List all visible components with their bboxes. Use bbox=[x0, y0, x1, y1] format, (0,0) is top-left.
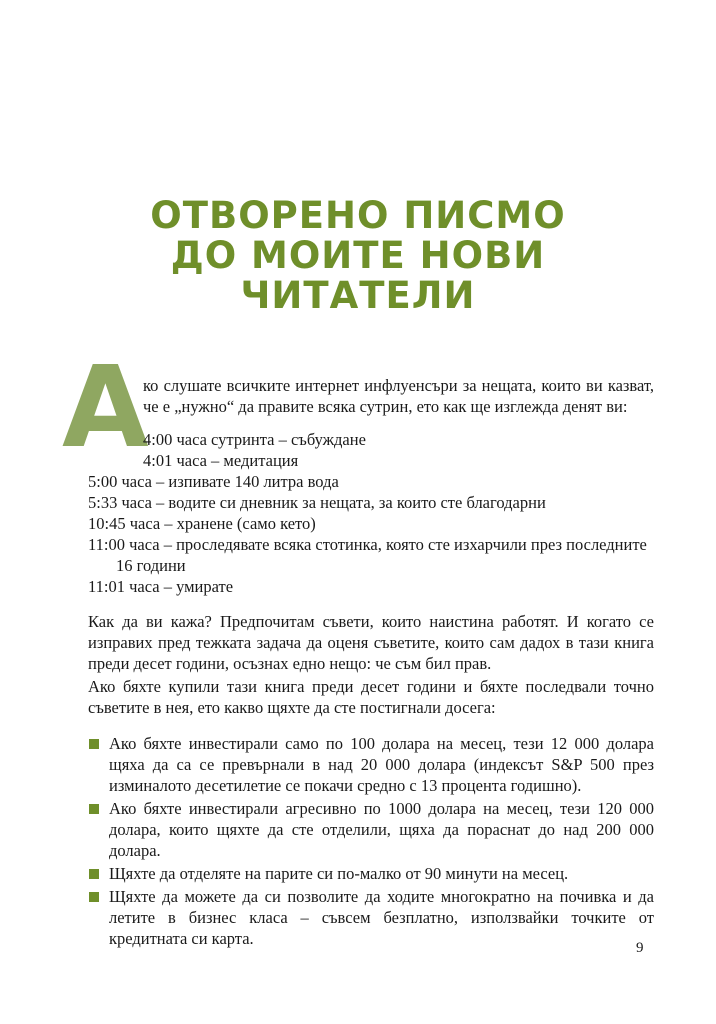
bullet-text: Ако бяхте инвестирали само по 100 долара на месец, тези 12 000 долара щяха да са се превърнали в над 20 000 долара (индексът S&P 500 през изминалото десетилетие се покачи средно с 13 процента годишно). bbox=[109, 734, 654, 795]
drop-cap: А bbox=[62, 343, 149, 473]
paragraph-results: Ако бяхте купили тази книга преди десет години и бяхте последвали точно съветите в нея, ето какво щяхте да сте постигнали досега: bbox=[88, 677, 654, 717]
schedule-line: 16 години bbox=[116, 556, 186, 575]
square-bullet-icon bbox=[89, 739, 99, 749]
page-number: 9 bbox=[636, 940, 644, 956]
square-bullet-icon bbox=[89, 869, 99, 879]
bullet-text: Щяхте да отделяте на парите си по-малко от 90 минути на месец. bbox=[109, 864, 569, 883]
bullet-text: Ако бяхте инвестирали агресивно по 1000 долара на месец, тези 120 000 долара, които щяхте да сте отделили, щяха да пораснат до над 200 000 долара. bbox=[109, 799, 654, 860]
schedule-line: 4:00 часа сутринта – събуждане bbox=[143, 430, 366, 449]
schedule-line: 11:01 часа – умирате bbox=[88, 577, 234, 596]
schedule-list bbox=[88, 429, 654, 597]
chapter-title-line-3: ЧИТАТЕЛИ bbox=[240, 274, 476, 317]
square-bullet-icon bbox=[89, 804, 99, 814]
paragraph-advice: Как да ви кажа? Предпочитам съвети, които наистина работят. И когато се изправих пред тежката задача да оценя съветите, които сам дадох в тази книга преди десет години, осъзнах едно нещо: че съм бил прав. bbox=[88, 612, 654, 673]
schedule-line: 5:00 часа – изпивате 140 литра вода bbox=[88, 472, 339, 491]
chapter-title-line-2: ДО МОИТЕ НОВИ bbox=[170, 234, 546, 277]
bullet-item bbox=[88, 733, 654, 796]
bullet-text: Щяхте да можете да си позволите да ходите многократно на почивка и да летите в бизнес класа – съвсем безплатно, използвайки точките от кредитната си карта. bbox=[109, 887, 654, 948]
chapter-title-line-1: ОТВОРЕНО ПИСМО bbox=[150, 194, 566, 237]
chapter-title bbox=[0, 196, 716, 316]
schedule-line: 11:00 часа – проследявате всяка стотинка, която сте изхарчили през последните bbox=[88, 535, 647, 554]
results-bullet-list bbox=[88, 733, 654, 951]
schedule-line: 5:33 часа – водите си дневник за нещата, за които сте благодарни bbox=[88, 493, 546, 512]
bullet-item bbox=[88, 886, 654, 949]
schedule-line: 10:45 часа – хранене (само кето) bbox=[88, 514, 316, 533]
schedule-line: 4:01 часа – медитация bbox=[143, 451, 299, 470]
bullet-item bbox=[88, 798, 654, 861]
intro-paragraph: ко слушате всичките интернет инфлуенсъри за нещата, които ви казват, че е „нужно“ да правите всяка сутрин, ето как ще изглежда денят ви: bbox=[143, 376, 654, 416]
square-bullet-icon bbox=[89, 892, 99, 902]
bullet-item bbox=[88, 863, 654, 884]
